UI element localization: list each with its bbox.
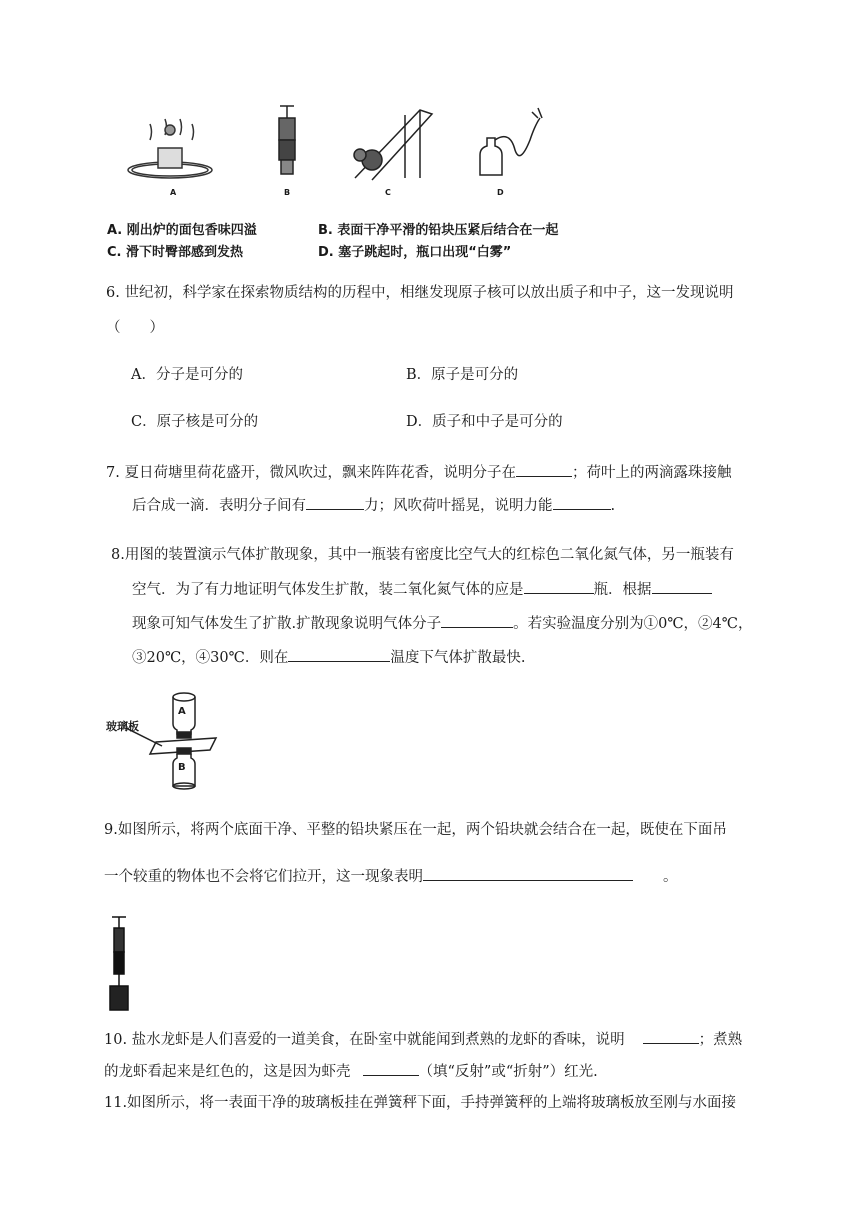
q7-blank-2[interactable] <box>306 494 364 510</box>
q8-text-2b: 瓶．根据 <box>593 582 652 598</box>
q5-option-c: C. 滑下时臀部感到发热 <box>107 245 244 260</box>
q10-blank-1[interactable] <box>643 1028 699 1044</box>
q6-option-d: D．质子和中子是可分的 <box>406 414 563 430</box>
q10-text-2b: （填“反射”或“折射”）红光. <box>418 1064 598 1080</box>
q7-text-2b: 力；风吹荷叶摇晃，说明力能 <box>364 498 553 514</box>
q9-line-1: 9.如图所示，将两个底面干净、平整的铅块紧压在一起，两个铅块就会结合在一起，既使在下面吊 <box>104 822 727 838</box>
q7-line-2 <box>132 494 615 516</box>
q9-lead-blocks-figure <box>104 914 134 1012</box>
q8-text-3a: 现象可知气体发生了扩散.扩散现象说明气体分子 <box>132 616 442 632</box>
q7-text-2a: 后合成一滴．表明分子间有 <box>132 498 306 514</box>
q6-option-b: B．原子是可分的 <box>406 367 519 383</box>
q10-text-1b: ；煮熟 <box>698 1032 743 1048</box>
q8-text-4a: ③20℃，④30℃．则在 <box>132 650 289 666</box>
q5-option-b: B. 表面干净平滑的铅块压紧后结合在一起 <box>318 223 559 238</box>
figure-label-b: B <box>284 188 291 197</box>
q5-figure <box>120 100 560 200</box>
q11-line-1: 11.如图所示，将一表面干净的玻璃板挂在弹簧秤下面，手持弹簧秤的上端将玻璃板放至刚与水面接 <box>104 1095 737 1111</box>
q8-line-1: 8.用图的装置演示气体扩散现象，其中一瓶装有密度比空气大的红棕色二氧化氮气体，另一瓶装有 <box>111 547 734 563</box>
glass-plate-label: 玻璃板 <box>106 720 139 733</box>
figure-a-bread-diagram <box>128 119 212 178</box>
q7-blank-1[interactable] <box>516 461 572 477</box>
figure-b-lead-blocks-diagram <box>279 106 295 174</box>
figure-label-a: A <box>170 188 177 197</box>
q6-answer-paren: （ ） <box>106 320 164 336</box>
q10-line-2 <box>104 1060 598 1082</box>
figure-label-c: C <box>385 188 391 197</box>
q10-blank-2[interactable] <box>363 1060 419 1076</box>
q9-line-2 <box>104 865 678 887</box>
q5-option-a: A. 刚出炉的面包香味四溢 <box>107 223 257 238</box>
figure-label-d: D <box>497 188 504 197</box>
q7-text-1a: 7. 夏日荷塘里荷花盛开，微风吹过，飘来阵阵花香，说明分子在 <box>106 465 516 481</box>
q9-blank-1[interactable] <box>423 865 633 881</box>
q7-blank-3[interactable] <box>553 494 611 510</box>
q8-blank-2[interactable] <box>652 578 712 594</box>
q8-bottles-figure <box>100 688 220 792</box>
bottle-a-label: A <box>178 706 186 717</box>
q8-blank-4[interactable] <box>288 646 390 662</box>
q6-option-c: C．原子核是可分的 <box>131 414 259 430</box>
q8-text-3b: 。若实验温度分别为①0℃，②4℃， <box>513 616 753 632</box>
q7-text-2c: . <box>610 498 616 514</box>
q10-line-1 <box>104 1028 742 1050</box>
q5-option-d: D. 塞子跳起时，瓶口出现“白雾” <box>318 245 512 260</box>
q8-blank-3[interactable] <box>441 612 513 628</box>
q10-text-1a: 10. 盐水龙虾是人们喜爱的一道美食，在卧室中就能闻到煮熟的龙虾的香味，说明 <box>104 1032 625 1048</box>
q8-text-2a: 空气．为了有力地证明气体发生扩散，装二氧化氮气体的应是 <box>132 582 524 598</box>
figure-c-slide-diagram <box>354 110 432 180</box>
q6-stem: 6. 世纪初，科学家在探索物质结构的历程中，相继发现原子核可以放出质子和中子，这一发现说明 <box>106 285 734 301</box>
q8-text-4b: 温度下气体扩散最快. <box>390 650 526 666</box>
q9-text-2b: 。 <box>663 869 678 885</box>
bottle-b-label: B <box>178 762 186 773</box>
q8-blank-1[interactable] <box>524 578 594 594</box>
q8-line-4 <box>132 646 525 668</box>
q7-line-1 <box>106 461 731 483</box>
q10-text-2a: 的龙虾看起来是红色的，这是因为虾壳 <box>104 1064 351 1080</box>
q6-option-a: A．分子是可分的 <box>131 367 243 383</box>
q8-line-3 <box>132 612 753 634</box>
figure-d-flask-diagram <box>480 108 542 175</box>
q8-line-2 <box>132 578 712 600</box>
q7-text-1b: ；荷叶上的两滴露珠接触 <box>571 465 732 481</box>
q9-text-2a: 一个较重的物体也不会将它们拉开，这一现象表明 <box>104 869 423 885</box>
